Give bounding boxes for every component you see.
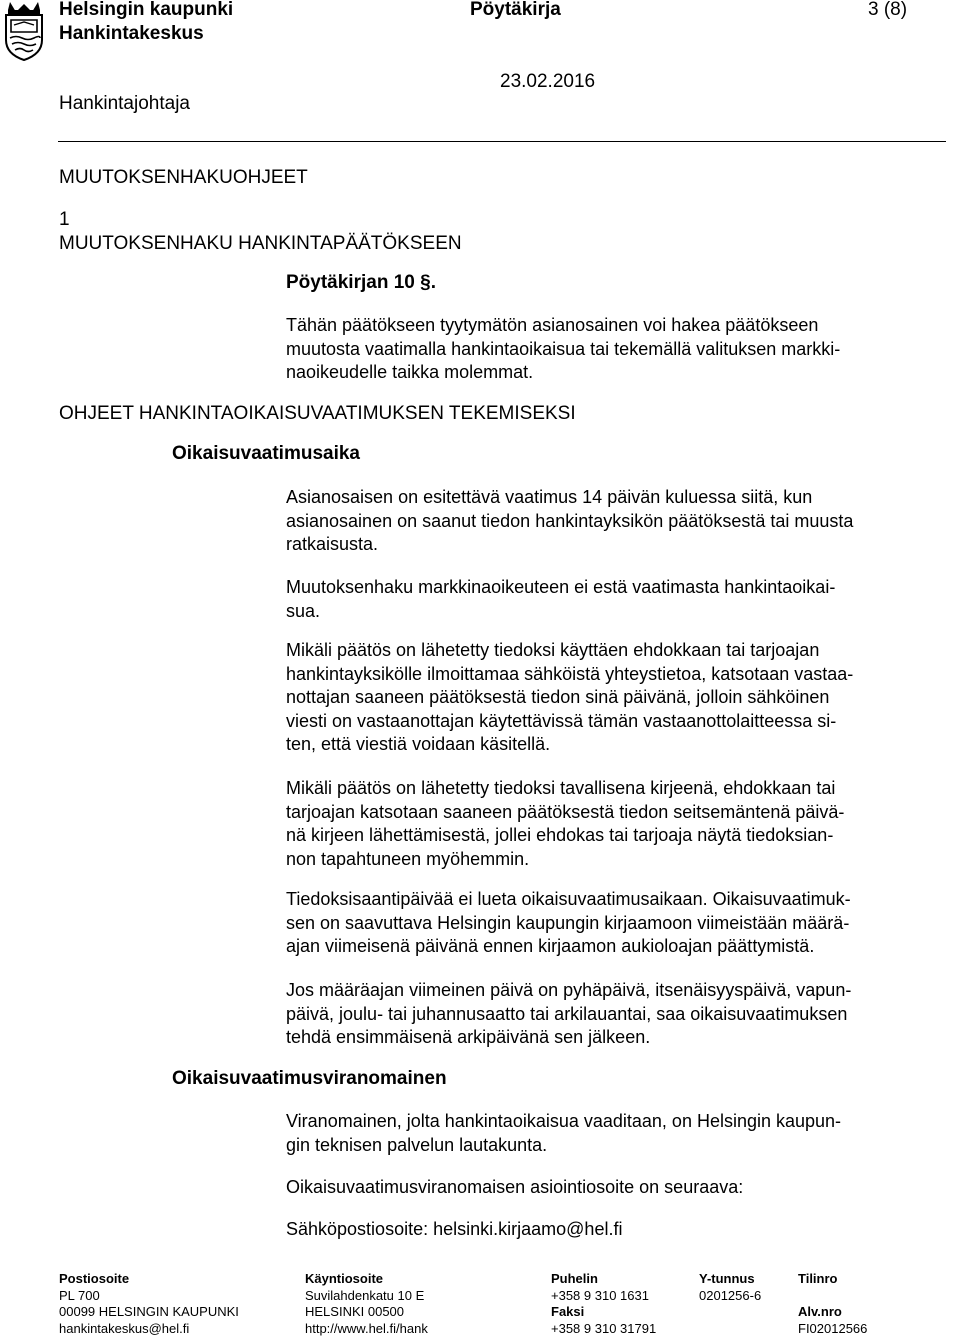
footer-fax-number: +358 9 310 31791 [551, 1320, 657, 1336]
text-line: non tapahtuneen myöhemmin. [286, 848, 530, 869]
footer-fax-heading: Faksi [551, 1304, 585, 1320]
footer-postal-line: PL 700 [59, 1287, 100, 1303]
text-line: hankintayksikölle ilmoittamaa sähköistä yhteystietoa, katsotaan vastaa- [286, 663, 854, 684]
intro-line: naoikeudelle taikka molemmat. [286, 362, 534, 383]
text-line: nä kirjeen lähettämisestä, jollei ehdokas tai tarjoaja näytä tiedoksian- [286, 825, 834, 846]
deadline-paragraph-6 [286, 979, 946, 1050]
text-line: ten, että viestiä voidaan käsitellä. [286, 734, 551, 755]
authority-paragraph-1 [286, 1110, 946, 1157]
doc-date: 23.02.2016 [500, 71, 596, 92]
footer-visiting-line: HELSINKI 00500 [305, 1304, 405, 1320]
deadline-paragraph-4 [286, 777, 946, 871]
footer-website-link[interactable]: http://www.hel.fi/hank [305, 1320, 428, 1336]
authority-paragraph-2 [286, 1176, 946, 1200]
deadline-paragraph-1 [286, 486, 946, 557]
page-number: 3 (8) [868, 0, 908, 20]
footer-business-id [699, 1271, 761, 1304]
minutes-reference: Pöytäkirjan 10 §. [286, 272, 436, 293]
org-name: Helsingin kaupunki [59, 0, 234, 20]
text-line: viesti on vastaanottajan käytettävissä tämän vastaanottolaitteessa si- [286, 710, 837, 731]
text-line: ajan viimeisenä päivänä ennen kirjaamon aukioloajan päättymistä. [286, 936, 815, 957]
signer-role: Hankintajohtaja [59, 93, 190, 114]
footer-account [798, 1271, 867, 1337]
footer-email-link[interactable]: hankintakeskus@hel.fi [59, 1320, 190, 1336]
email-label: Sähköpostiosoite: [286, 1219, 429, 1239]
helsinki-coat-of-arms-logo [2, 0, 46, 62]
intro-line: Tähän päätökseen tyytymätön asianosainen voi hakea päätökseen [286, 315, 819, 335]
footer-vat-heading: Alv.nro [798, 1304, 842, 1320]
deadline-paragraph-2 [286, 576, 946, 623]
text-line: gin teknisen palvelun lautakunta. [286, 1134, 548, 1155]
intro-line: muutosta vaatimalla hankintaoikaisua tai tekemällä valituksen markki- [286, 338, 841, 359]
footer-phone [551, 1271, 656, 1337]
deadline-paragraph-5 [286, 888, 946, 959]
deadline-paragraph-3 [286, 639, 946, 757]
text-line: tarjoajan katsotaan saaneen päätöksestä tiedon seitsemäntenä päivä- [286, 801, 845, 822]
footer-account-heading: Tilinro [798, 1271, 838, 1286]
deadline-heading: Oikaisuvaatimusaika [172, 443, 360, 464]
footer-postal-line: 00099 HELSINGIN KAUPUNKI [59, 1304, 239, 1320]
text-line: Oikaisuvaatimusviranomaisen asiointiosoite on seuraava: [286, 1177, 744, 1197]
text-line: asianosainen on saanut tiedon hankintayksikön päätöksestä tai muusta [286, 510, 854, 531]
footer-business-id-heading: Y-tunnus [699, 1271, 755, 1286]
footer-phone-number: +358 9 310 1631 [551, 1287, 649, 1303]
page-title: MUUTOKSENHAKUOHJEET [59, 167, 308, 188]
text-line: nottajan saaneen päätöksestä tiedon sinä päivänä, jolloin sähköinen [286, 687, 830, 708]
section-heading: MUUTOKSENHAKU HANKINTAPÄÄTÖKSEEN [59, 233, 462, 254]
doc-type: Pöytäkirja [470, 0, 561, 20]
unit-name: Hankintakeskus [59, 23, 204, 44]
authority-heading: Oikaisuvaatimusviranomainen [172, 1068, 447, 1089]
text-line: sen on saavuttava Helsingin kaupungin kirjaamoon viimeistään määrä- [286, 912, 850, 933]
text-line: Tiedoksisaantipäivää ei lueta oikaisuvaatimusaikaan. Oikaisuvaatimuk- [286, 889, 851, 909]
footer-business-id-value: 0201256-6 [699, 1287, 762, 1303]
email-address[interactable]: helsinki.kirjaamo@hel.fi [433, 1219, 623, 1239]
text-line: Muutoksenhaku markkinaoikeuteen ei estä vaatimasta hankintaoikai- [286, 577, 836, 597]
section-number: 1 [59, 209, 70, 230]
footer-postal [59, 1271, 239, 1337]
footer-postal-heading: Postiosoite [59, 1271, 130, 1286]
footer-visiting-heading: Käyntiosoite [305, 1271, 384, 1286]
footer-visiting-line: Suvilahdenkatu 10 E [305, 1287, 425, 1303]
text-line: Jos määräajan viimeinen päivä on pyhäpäivä, itsenäisyyspäivä, vapun- [286, 980, 852, 1000]
footer-account-spacer [798, 1288, 867, 1305]
header-divider [58, 141, 946, 142]
footer-visiting [305, 1271, 428, 1337]
footer-phone-heading: Puhelin [551, 1271, 598, 1286]
email-row [286, 1218, 946, 1242]
text-line: ratkaisusta. [286, 534, 379, 555]
intro-paragraph [286, 314, 946, 385]
text-line: päivä, joulu- tai juhannusaatto tai arkilauantai, saa oikaisuvaatimuksen [286, 1003, 848, 1024]
text-line: Mikäli päätös on lähetetty tiedoksi käyttäen ehdokkaan tai tarjoajan [286, 640, 820, 660]
footer-vat-value: FI02012566 [798, 1320, 868, 1336]
text-line: tehdä ensimmäisenä arkipäivänä sen jälkeen. [286, 1027, 651, 1048]
instructions-heading: OHJEET HANKINTAOIKAISUVAATIMUKSEN TEKEMISEKSI [59, 403, 576, 424]
text-line: Viranomainen, jolta hankintaoikaisua vaaditaan, on Helsingin kaupun- [286, 1111, 842, 1131]
text-line: sua. [286, 600, 321, 621]
text-line: Mikäli päätös on lähetetty tiedoksi tavallisena kirjeenä, ehdokkaan tai [286, 778, 836, 798]
text-line: Asianosaisen on esitettävä vaatimus 14 päivän kuluessa siitä, kun [286, 487, 813, 507]
